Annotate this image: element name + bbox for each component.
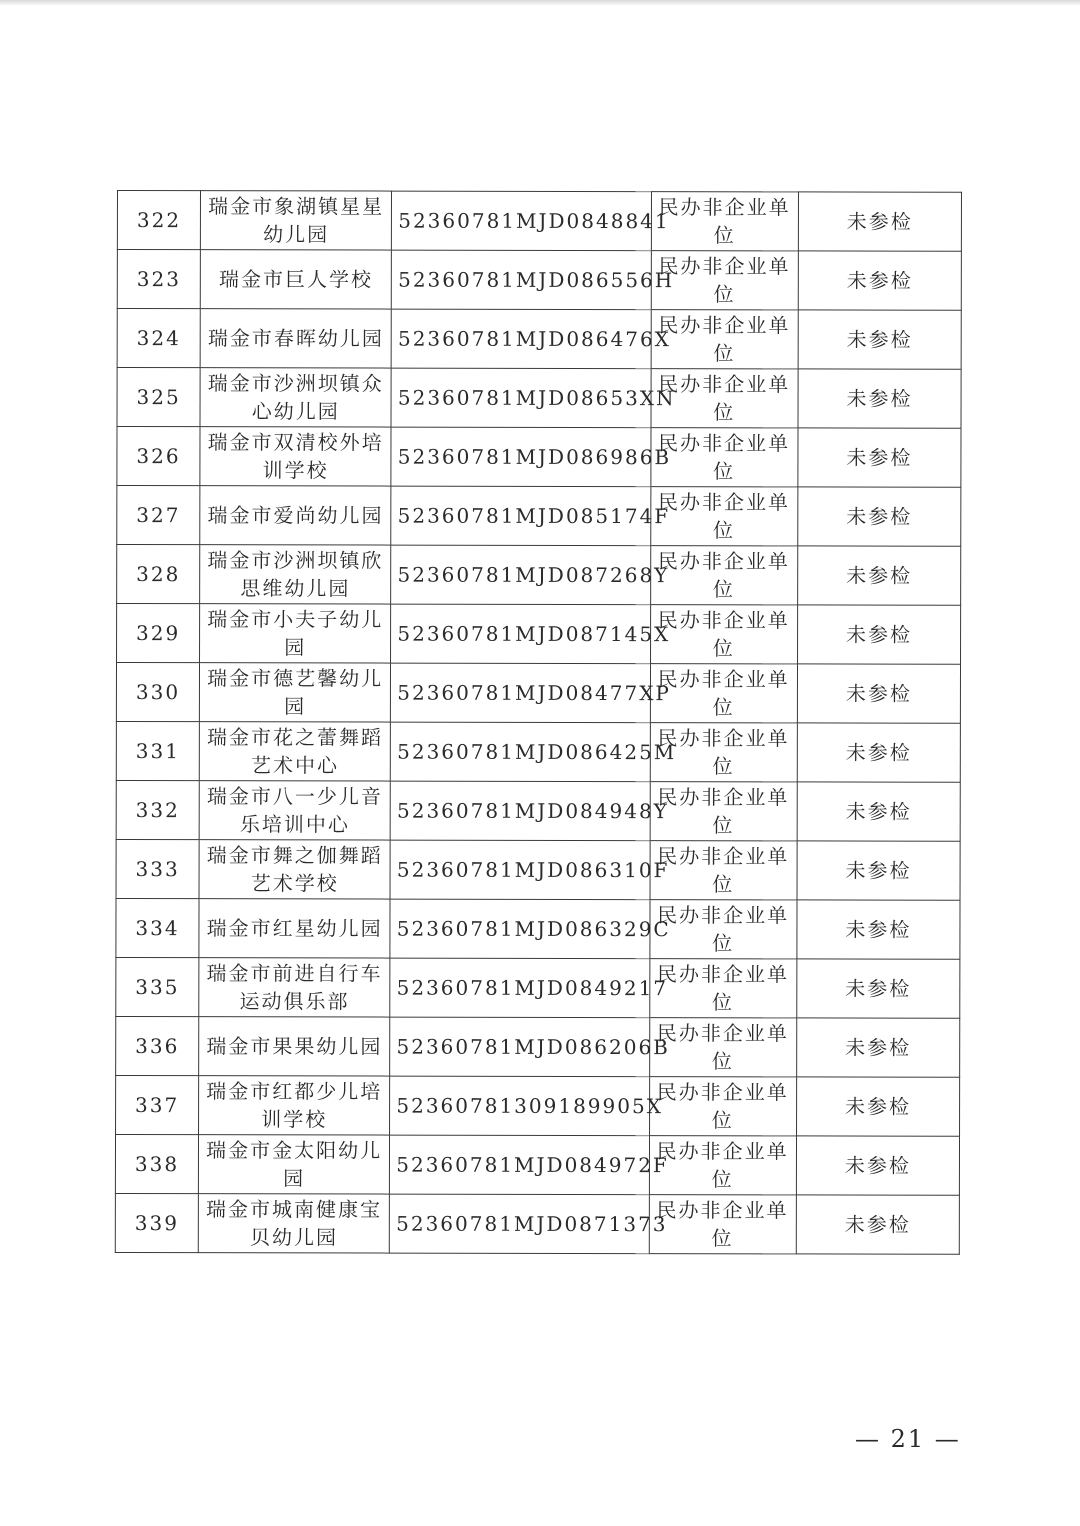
page-number: — 21 — (855, 1425, 961, 1453)
cell-organization-type: 民办非企业单位 (650, 900, 797, 959)
cell-organization-type: 民办非企业单位 (650, 428, 797, 487)
cell-organization-type: 民办非企业单位 (650, 605, 797, 664)
cell-organization-type: 民办非企业单位 (650, 782, 797, 841)
cell-organization-name: 瑞金市金太阳幼儿园 (198, 1135, 389, 1194)
cell-serial-number: 331 (116, 721, 199, 780)
cell-organization-name: 瑞金市双清校外培训学校 (200, 427, 391, 486)
cell-credit-code: 52360781MJD0849217 (390, 958, 649, 1018)
cell-inspection-status: 未参检 (796, 1136, 959, 1195)
cell-credit-code: 52360781MJD08477XP (391, 663, 650, 723)
cell-credit-code: 52360781MJD086329C (390, 899, 649, 959)
table-row (116, 1075, 960, 1136)
cell-serial-number: 337 (116, 1075, 199, 1134)
cell-serial-number: 333 (116, 839, 199, 898)
cell-inspection-status: 未参检 (797, 723, 960, 782)
table-row (117, 368, 961, 429)
cell-organization-name: 瑞金市小夫子幼儿园 (200, 604, 391, 663)
cell-organization-name: 瑞金市春晖幼儿园 (200, 309, 391, 368)
cell-inspection-status: 未参检 (797, 782, 960, 841)
cell-inspection-status: 未参检 (797, 546, 960, 605)
cell-inspection-status: 未参检 (798, 428, 961, 487)
table-row (117, 427, 961, 488)
cell-credit-code: 52360781MJD087268Y (391, 545, 650, 605)
cell-organization-name: 瑞金市花之蕾舞蹈艺术中心 (199, 722, 390, 781)
cell-inspection-status: 未参检 (797, 841, 960, 900)
cell-serial-number: 335 (116, 957, 199, 1016)
cell-organization-name: 瑞金市红都少儿培训学校 (199, 1076, 390, 1135)
cell-credit-code: 52360781MJD08653XN (391, 368, 650, 428)
cell-inspection-status: 未参检 (798, 487, 961, 546)
cell-organization-type: 民办非企业单位 (649, 1018, 796, 1077)
cell-organization-name: 瑞金市前进自行车运动俱乐部 (199, 958, 390, 1017)
cell-inspection-status: 未参检 (798, 192, 961, 251)
cell-organization-name: 瑞金市爱尚幼儿园 (200, 486, 391, 545)
cell-organization-type: 民办非企业单位 (650, 546, 797, 605)
cell-credit-code: 52360781MJD086986B (391, 427, 650, 487)
cell-inspection-status: 未参检 (797, 959, 960, 1018)
cell-serial-number: 329 (117, 604, 200, 663)
cell-credit-code: 52360781MJD086476X (391, 309, 650, 369)
cell-organization-type: 民办非企业单位 (649, 1077, 796, 1136)
cell-organization-type: 民办非企业单位 (651, 310, 798, 369)
cell-organization-type: 民办非企业单位 (649, 1195, 796, 1254)
table-row (117, 191, 961, 252)
cell-inspection-status: 未参检 (796, 1195, 959, 1254)
cell-organization-name: 瑞金市红星幼儿园 (199, 899, 390, 958)
cell-inspection-status: 未参检 (797, 900, 960, 959)
cell-inspection-status: 未参检 (796, 1077, 959, 1136)
cell-serial-number: 325 (117, 368, 200, 427)
table-row (115, 1134, 959, 1195)
cell-organization-name: 瑞金市城南健康宝贝幼儿园 (198, 1194, 389, 1253)
table-body (115, 191, 961, 1255)
cell-serial-number: 324 (117, 309, 200, 368)
table-row (116, 957, 960, 1018)
table-row (117, 309, 961, 370)
cell-serial-number: 334 (116, 898, 199, 957)
cell-organization-name: 瑞金市德艺馨幼儿园 (199, 663, 390, 722)
table-row (116, 1016, 960, 1077)
cell-organization-name: 瑞金市沙洲坝镇欣思维幼儿园 (200, 545, 391, 604)
cell-credit-code: 52360781MJD086425M (391, 722, 650, 782)
table-row (116, 898, 960, 959)
cell-serial-number: 339 (115, 1193, 198, 1252)
cell-credit-code: 52360781MJD086310F (390, 840, 649, 900)
cell-organization-type: 民办非企业单位 (650, 664, 797, 723)
table-row (117, 545, 961, 606)
organization-table (115, 190, 962, 1255)
cell-inspection-status: 未参检 (798, 369, 961, 428)
cell-serial-number: 326 (117, 427, 200, 486)
cell-organization-type: 民办非企业单位 (651, 251, 798, 310)
cell-credit-code: 52360781MJD0871373 (390, 1194, 649, 1254)
cell-serial-number: 323 (117, 250, 200, 309)
cell-organization-type: 民办非企业单位 (649, 959, 796, 1018)
cell-inspection-status: 未参检 (798, 251, 961, 310)
cell-organization-name: 瑞金市巨人学校 (200, 250, 391, 309)
table-row (117, 250, 961, 311)
table-row (116, 780, 960, 841)
cell-credit-code: 52360781MJD087145X (391, 604, 650, 664)
table-row (117, 486, 961, 547)
cell-inspection-status: 未参检 (798, 310, 961, 369)
cell-organization-name: 瑞金市八一少儿音乐培训中心 (199, 781, 390, 840)
cell-organization-name: 瑞金市沙洲坝镇众心幼儿园 (200, 368, 391, 427)
cell-credit-code: 52360781MJD086206B (390, 1017, 649, 1077)
cell-credit-code: 52360781MJD086556H (392, 250, 651, 310)
cell-inspection-status: 未参检 (797, 664, 960, 723)
cell-inspection-status: 未参检 (796, 1018, 959, 1077)
cell-serial-number: 327 (117, 486, 200, 545)
cell-organization-type: 民办非企业单位 (649, 1136, 796, 1195)
cell-organization-type: 民办非企业单位 (650, 723, 797, 782)
table-row (117, 604, 961, 665)
cell-organization-name: 瑞金市舞之伽舞蹈艺术学校 (199, 840, 390, 899)
cell-organization-name: 瑞金市象湖镇星星幼儿园 (200, 191, 391, 250)
cell-serial-number: 338 (115, 1134, 198, 1193)
cell-serial-number: 322 (117, 191, 200, 250)
cell-organization-type: 民办非企业单位 (650, 487, 797, 546)
cell-inspection-status: 未参检 (797, 605, 960, 664)
cell-credit-code: 52360781MJD0848841 (392, 191, 651, 251)
cell-serial-number: 332 (116, 780, 199, 839)
table-row (115, 1193, 959, 1254)
cell-serial-number: 328 (117, 545, 200, 604)
table-row (116, 839, 960, 900)
cell-credit-code: 52360781MJD084972F (390, 1135, 649, 1195)
cell-credit-code: 52360781MJD085174F (391, 486, 650, 546)
table-row (116, 663, 960, 724)
cell-serial-number: 336 (116, 1016, 199, 1075)
cell-organization-type: 民办非企业单位 (650, 841, 797, 900)
cell-credit-code: 52360781309189905X (390, 1076, 649, 1136)
cell-organization-name: 瑞金市果果幼儿园 (199, 1017, 390, 1076)
cell-organization-type: 民办非企业单位 (651, 192, 798, 251)
table-row (116, 721, 960, 782)
cell-credit-code: 52360781MJD084948Y (390, 781, 649, 841)
cell-serial-number: 330 (116, 663, 199, 722)
cell-organization-type: 民办非企业单位 (651, 369, 798, 428)
